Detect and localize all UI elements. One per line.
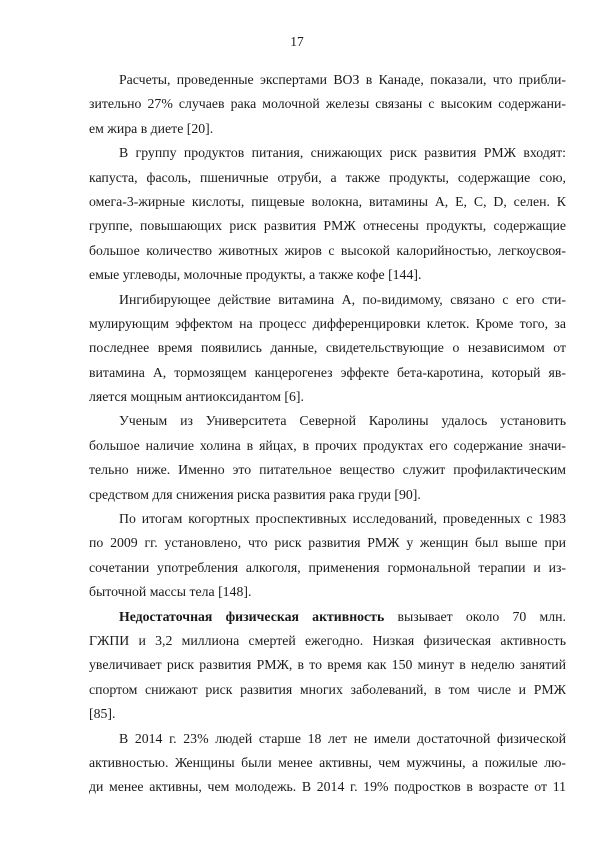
page-number: 17: [290, 34, 304, 49]
text-line: омега-3-жирные кислоты, пищевые волокна, витамины А, Е, С, D, селен. К: [89, 193, 566, 209]
text-line: ГЖПИ и 3,2 миллиона смертей ежегодно. Низкая физическая активность: [89, 632, 566, 648]
text-line: ди менее активны, чем молодежь. В 2014 г. 19% подростков в возрасте от 11: [89, 779, 566, 795]
text-line: Расчеты, проведенные экспертами ВОЗ в Канаде, показали, что прибли-: [119, 72, 566, 87]
text-line: спортом снижают риск развития многих заболеваний, в том числе и РМЖ: [89, 681, 566, 697]
text-line: большое количество животных жиров с высокой калорийностью, легкоусвоя-: [89, 242, 566, 258]
text-line: сочетании употребления алкоголя, применения гормональной терапии и из-: [89, 559, 566, 575]
text-line: средством для снижения риска развития рака груди [90].: [89, 486, 421, 502]
text-line: последнее время появились данные, свидетельствующие о независимом от: [89, 340, 566, 356]
text-line: [89, 605, 566, 629]
text-line: группе, повышающих риск развития РМЖ отнесены продукты, содержащие: [89, 218, 566, 234]
text-run: вызывает около 70 млн.: [384, 608, 566, 624]
text-line: капуста, фасоль, пшеничные отруби, а также продукты, содержащие сою,: [89, 169, 566, 185]
text-line: Ученым из Университета Северной Каролины удалось установить: [119, 413, 566, 429]
text-line: быточной массы тела [148].: [89, 584, 252, 600]
text-line: [85].: [89, 706, 116, 722]
text-line: ляется мощным антиоксидантом [6].: [89, 389, 304, 405]
text-line: увеличивает риск развития РМЖ, в то время как 150 минут в неделю занятий: [89, 657, 566, 673]
text-line: По итогам когортных проспективных исследований, проведенных с 1983: [119, 511, 566, 527]
text-line: зительно 27% случаев рака молочной железы связаны с высоким содержани-: [89, 96, 566, 112]
text-line: ем жира в диете [20].: [89, 120, 214, 136]
document-body: [89, 68, 566, 800]
text-line: по 2009 гг. установлено, что риск развития РМЖ у женщин был выше при: [89, 535, 566, 551]
text-line: Ингибирующее действие витамина А, по-видимому, связано с его сти-: [119, 291, 566, 307]
text-line: активностью. Женщины были менее активны, чем мужчины, а пожилые лю-: [89, 754, 566, 770]
bold-term: Недостаточная физическая активность: [119, 608, 385, 624]
text-line: большое наличие холина в яйцах, в прочих продуктах его содержание значи-: [89, 437, 566, 453]
text-line: емые углеводы, молочные продукты, а также кофе [144].: [89, 267, 422, 283]
text-line: мулирующим эффектом на процесс дифференцировки клеток. Кроме того, за: [89, 315, 566, 331]
text-line: витамина А, тормозящем канцерогенез эффекте бета-каротина, который яв-: [89, 364, 566, 380]
text-line: тельно ниже. Именно это питательное вещество служит профилактическим: [89, 462, 566, 478]
text-line: В группу продуктов питания, снижающих риск развития РМЖ входят:: [119, 145, 566, 161]
text-line: В 2014 г. 23% людей старше 18 лет не имели достаточной физической: [119, 730, 566, 746]
